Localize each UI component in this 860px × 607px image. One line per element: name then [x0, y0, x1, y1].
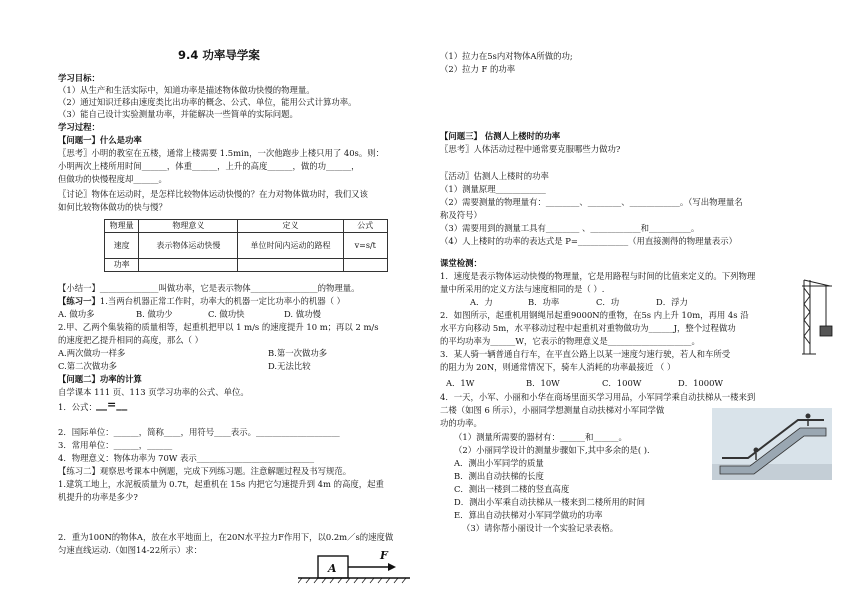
ex1-q1-option-a: A. 做功多: [58, 309, 95, 319]
exercise2-heading: 【练习二】观察思考课本中例题，完成下列练习题。注意解题过程及书写规范。: [58, 466, 352, 476]
check1-option-b: B．功率: [528, 297, 560, 307]
think3-line: 〖思考〗人体活动过程中通常要克服哪些力做功?: [440, 144, 621, 154]
table-cell: v=s/t: [343, 233, 387, 259]
check1-line1: 1．速度是表示物体运动快慢的物理量，它是用路程与时间的比值来定义的。下列物理: [440, 271, 756, 281]
table-header: 物理意义: [139, 220, 238, 233]
ex1-q1-option-b: B. 做功少: [136, 309, 173, 319]
page-title: 9.4 功率导学案: [178, 48, 260, 62]
check4-line3: 功的功率。: [440, 418, 482, 428]
table-cell: [343, 259, 387, 272]
ex2-q2-line1: 2．重为100N的物体A，放在水平地面上，在20N水平拉力F作用下，以0.2m／s的速度做: [58, 532, 394, 542]
ex1-q2-option-a: A.两次做功一样多: [58, 348, 126, 358]
objective-1: （1）从生产和生活实际中，知道功率是描述物体做功快慢的物理量。: [58, 85, 315, 95]
summary1: 【小结一】______________叫做功率，它是表示物体________________的物理量。: [58, 283, 360, 293]
ex1-q2-option-d: D.无法比较: [268, 361, 311, 371]
check2-line1: 2．如图所示，起重机用钢绳吊起重9000N的重物，在5s 内上升 10m，再用 4s 沿: [440, 310, 749, 320]
think1-line1: 〖思考〗小明的教室在五楼，通常上楼需要 1.5min，一次他跑步上楼只用了 40s。则：: [58, 148, 384, 158]
activity-line1: （1）测量原理____________: [440, 184, 546, 194]
check4-option-a: A．测出小军同学的质量: [454, 458, 544, 468]
quantity-table: [104, 219, 388, 272]
discuss-line1: 〖讨论〗物体在运动时，是怎样比较物体运动快慢的？在力对物体做功时，我们又该: [58, 189, 368, 199]
force-label-f: F: [380, 549, 388, 562]
units-line2: 3．常用单位：______，______: [58, 440, 173, 450]
table-header: 定义: [238, 220, 343, 233]
ex2-q1-line2: 机提升的功率是多少?: [58, 492, 138, 502]
activity-heading: 〖活动〗估测人上楼时的功率: [440, 171, 549, 181]
ex1-q2-line2: 的速度把乙提升相同的高度，那么（ ）: [58, 335, 204, 345]
check3-option-a: A．1W: [446, 378, 475, 388]
check4-line1: 4．一天，小军、小丽和小华在商场里面买学习用品，小军同学乘自动扶梯从一楼来到: [440, 392, 756, 402]
table-cell: 功率: [105, 259, 139, 272]
exercise1-question1: 【练习一】1.当两台机器正常工作时，功率大的机器一定比功率小的机器（ ）: [58, 296, 346, 306]
block-force-figure: [298, 548, 418, 584]
ex1-q2-line1: 2.甲、乙两个集装箱的质量相等，起重机把甲以 1 m/s 的速度提升 10 m；再以 2 m/s: [58, 322, 379, 332]
check3-line1: 3．某人骑一辆普通自行车，在平直公路上以某一速度匀速行驶，若人和车所受: [440, 349, 731, 359]
ex1-q1-option-c: C. 做功快: [208, 309, 245, 319]
check1-option-d: D．浮力: [656, 297, 688, 307]
formula-blank: __=__: [96, 398, 128, 411]
ex2-q2-line2: 匀速直线运动.（如图14-22所示）求：: [58, 545, 203, 555]
objective-3: （3）能自己设计实验测量功率，并能解决一些简单的实际问题。: [58, 109, 298, 119]
check4-option-e: E．算出自动扶梯对小军同学做功的功率: [454, 510, 603, 520]
question3-heading: 【问题三】 估测人上楼时的功率: [440, 131, 561, 141]
check3-line2: 的阻力为 20N，则通常情况下，骑车人消耗的功率最接近 （ ）: [440, 362, 676, 372]
objective-2: （2）通过知识迁移由速度类比出功率的概念、公式、单位，能用公式计算功率。: [58, 97, 357, 107]
ground-hatch: [298, 578, 406, 583]
question2-heading: 【问题二】功率的计算: [58, 374, 142, 384]
escalator-figure: [712, 408, 832, 480]
activity-line4: （3）需要用到的测量工具有________ 、____________和__________。: [440, 223, 700, 233]
self-study-line: 自学课本 111 页、113 页学习功率的公式、单位。: [58, 387, 249, 397]
ex2-q1-line1: 1.建筑工地上，水泥板质量为 0.7t，起重机在 15s 内把它匀速提升到 4m 的高度，起重: [58, 479, 384, 489]
check1-option-c: C．功: [596, 297, 620, 307]
check3-option-c: C．100W: [602, 378, 642, 388]
exercise1-heading: 【练习一】: [58, 296, 100, 306]
block-label-a: A: [328, 562, 337, 575]
table-cell: 单位时间内运动的路程: [238, 233, 343, 259]
think1-line3: 但做功的快慢程度却______。: [58, 174, 167, 184]
table-cell: [139, 259, 238, 272]
check-heading: 课堂检测：: [440, 258, 482, 268]
activity-line2: （2）需要测量的物理量有：________、________、____________。（写出物理量名: [440, 197, 743, 207]
crane-figure: [800, 276, 834, 358]
formula-label: 1．公式：: [58, 402, 97, 412]
check4-line-last: （3）请你帮小丽设计一个实验记录表格。: [462, 523, 619, 533]
check4-line2: 二楼（如图 6 所示），小丽同学想测量自动扶梯对小军同学做: [440, 405, 665, 415]
table-header: 物理量: [105, 220, 139, 233]
think1-line2: 小明两次上楼所用时间______，体重______，上升的高度______，做的功______，: [58, 161, 360, 171]
check4-option-d: D．测出小军乘自动扶梯从一楼来到二楼所用的时间: [454, 497, 645, 507]
table-cell: [238, 259, 343, 272]
check2-line2: 水平方向移动 5m，水平移动过程中起重机对重物做功为______J，整个过程做功: [440, 323, 736, 333]
ex1-q2-option-b: B.第一次做功多: [268, 348, 328, 358]
check1-option-a: A．力: [470, 297, 493, 307]
force-arrow-head: [388, 563, 396, 571]
sub-question-2: （2）拉力 F 的功率: [440, 64, 516, 74]
ex1-q1-option-d: D. 做功慢: [284, 309, 321, 319]
check4-line4: （1）测量所需要的器材有：______和______。: [454, 432, 627, 442]
check1-line2: 量中所采用的定义方法与速度相同的是（ ）.: [440, 284, 605, 294]
check3-option-d: D．1000W: [678, 378, 724, 388]
check4-option-b: B．测出自动扶梯的长度: [454, 471, 544, 481]
table-cell: 速度: [105, 233, 139, 259]
table-cell: 表示物体运动快慢: [139, 233, 238, 259]
check4-line5: （2）小丽同学设计的测量步骤如下,其中多余的是( ).: [454, 445, 650, 455]
ex1-q2-option-c: C.第二次做功多: [58, 361, 118, 371]
units-line1: 2．国际单位：______，简称____，用符号____表示。____________________: [58, 427, 340, 437]
activity-line3: 称及符号）: [440, 210, 482, 220]
check3-option-b: B．10W: [526, 378, 560, 388]
sub-question-1: （1）拉力在5s内对物体A所做的功;: [440, 51, 573, 61]
check2-line3: 的平均功率为______W，它表示的物理意义是____________________。: [440, 336, 700, 346]
objectives-heading: 学习目标：: [58, 73, 100, 83]
discuss-line2: 如何比较物体做功的快与慢？: [58, 202, 167, 212]
question1-heading: 【问题一】什么是功率: [58, 135, 142, 145]
activity-line5: （4）人上楼时的功率的表达式是 P=____________（用直接测得的物理量表示）: [440, 236, 738, 246]
check4-option-c: C．测出一楼到二楼的竖直高度: [454, 484, 570, 494]
table-header: 公式: [343, 220, 387, 233]
units-line3: 4．物理意义：物体功率为 70W 表示____________________________: [58, 453, 315, 463]
process-heading: 学习过程：: [58, 122, 100, 132]
